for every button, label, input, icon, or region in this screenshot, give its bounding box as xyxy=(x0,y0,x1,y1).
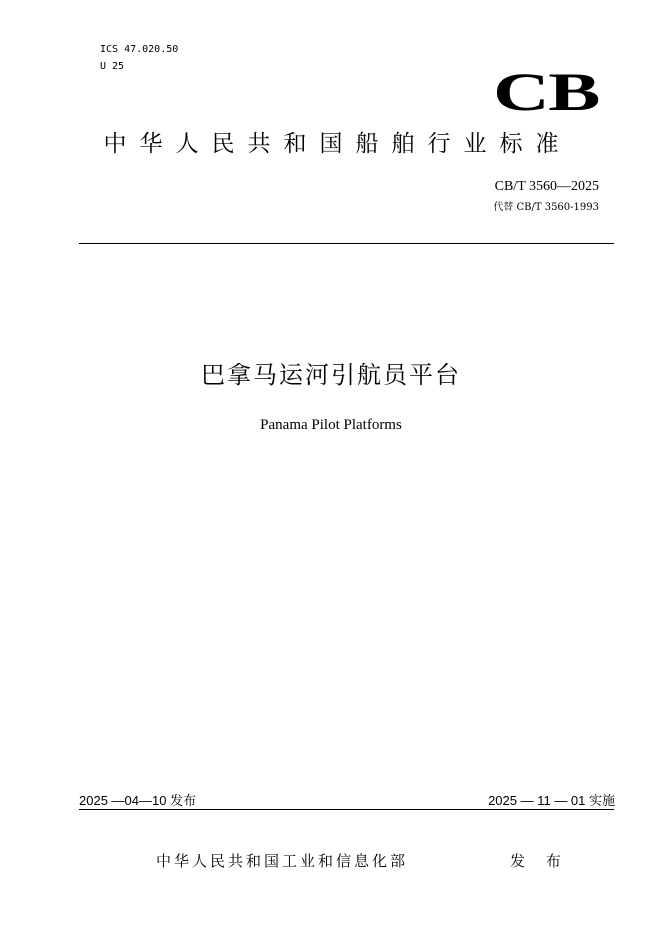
issue-date: 2025 —04—10 发布 xyxy=(79,793,197,808)
implementation-date: 2025 — 11 — 01 实施 xyxy=(488,793,615,808)
replaces-standard: 代替 CB/T 3560-1993 xyxy=(493,202,599,213)
ccs-code: U 25 xyxy=(100,61,125,72)
document-title-english: Panama Pilot Platforms xyxy=(260,417,402,433)
bottom-divider xyxy=(79,809,614,810)
document-title-chinese: 巴拿马运河引航员平台 xyxy=(201,361,461,389)
top-divider xyxy=(79,243,614,244)
standard-type-heading: 中华人民共和国船舶行业标准 xyxy=(103,131,572,157)
issuing-authority: 中华人民共和国工业和信息化部 xyxy=(156,852,409,870)
cb-logo: CB xyxy=(493,62,599,122)
publish-label: 发 布 xyxy=(510,852,569,870)
ics-code: ICS 47.020.50 xyxy=(100,44,179,55)
standard-number: CB/T 3560—2025 xyxy=(494,179,599,194)
